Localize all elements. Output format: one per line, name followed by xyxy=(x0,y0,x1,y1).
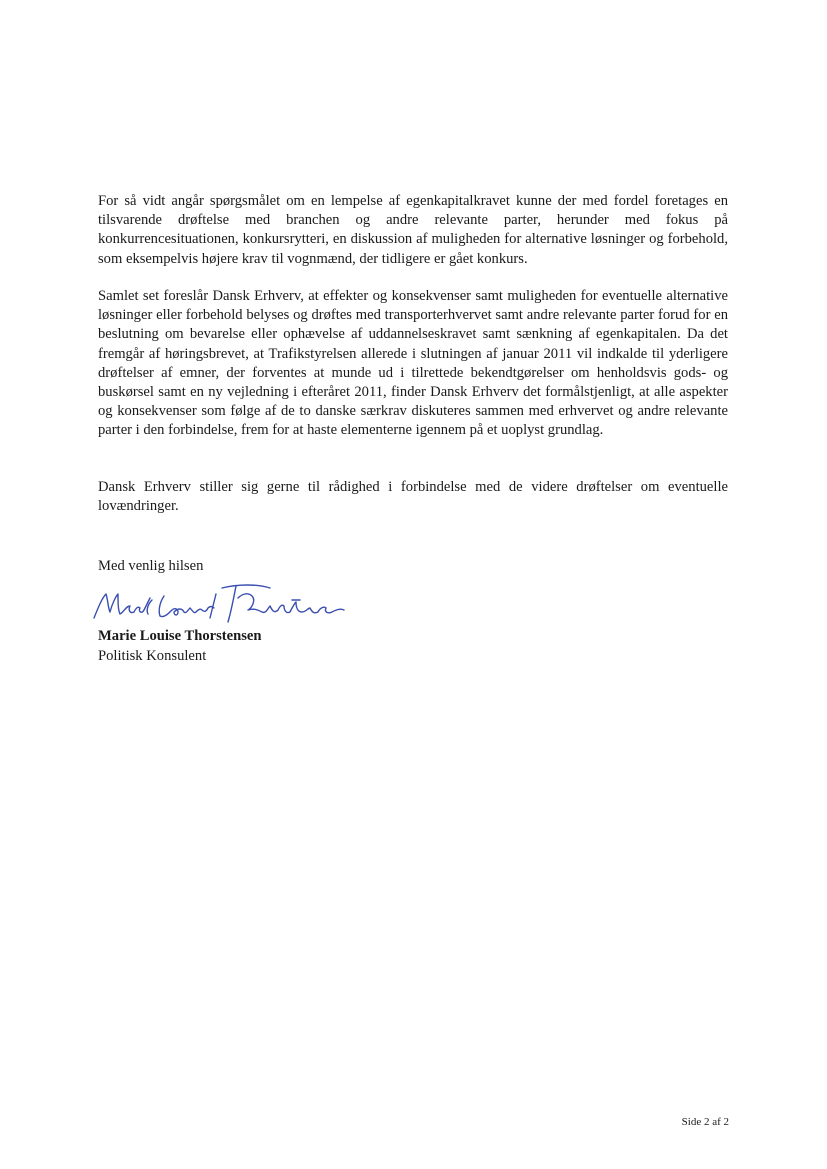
paragraph-availability: Dansk Erhverv stiller sig gerne til rådighed i forbindelse med de videre drøftelser om eventuelle lovændringer. xyxy=(98,479,728,515)
signer-name: Marie Louise Thorstensen xyxy=(98,628,262,644)
closing-salutation: Med venlig hilsen xyxy=(98,558,204,574)
page-number: Side 2 af 2 xyxy=(681,1116,729,1128)
signer-title: Politisk Konsulent xyxy=(98,648,207,664)
paragraph-equity-requirement: For så vidt angår spørgsmålet om en lempelse af egenkapitalkravet kunne der med fordel foretages en tilsvarende drøftelse med branchen og andre relevante parter, herunder med fokus på konkurrencesituationen, konkursrytteri, en diskussion af muligheden for alternative løsninger og forbehold, som eksempelvis højere krav til vognmænd, der tidligere er gået konkurs. xyxy=(98,193,728,267)
paragraph-summary-proposal: Samlet set foreslår Dansk Erhverv, at effekter og konsekvenser samt muligheden for eventuelle alternative løsninger eller forbehold belyses og drøftes med transporterhvervet samt andre relevante parter forud for en beslutning om bevarelse eller ophævelse af uddannelseskravet samt sænkning af egenkapitalen. Da det fremgår af høringsbrevet, at Trafikstyrelsen allerede i slutningen af januar 2011 vil indkalde til yderligere drøftelser af emner, der forventes at munde ud i tilrettede bekendtgørelser om henholdsvis gods- og buskørsel samt en ny vejledning i efteråret 2011, finder Dansk Erhverv det formålstjenligt, at alle aspekter og konsekvenser som følge af de to danske særkrav diskuteres sammen med erhvervet og andre relevante parter i den forbindelse, frem for at haste elementerne igennem på et uoplyst grundlag. xyxy=(98,288,728,439)
handwritten-signature xyxy=(88,578,358,630)
